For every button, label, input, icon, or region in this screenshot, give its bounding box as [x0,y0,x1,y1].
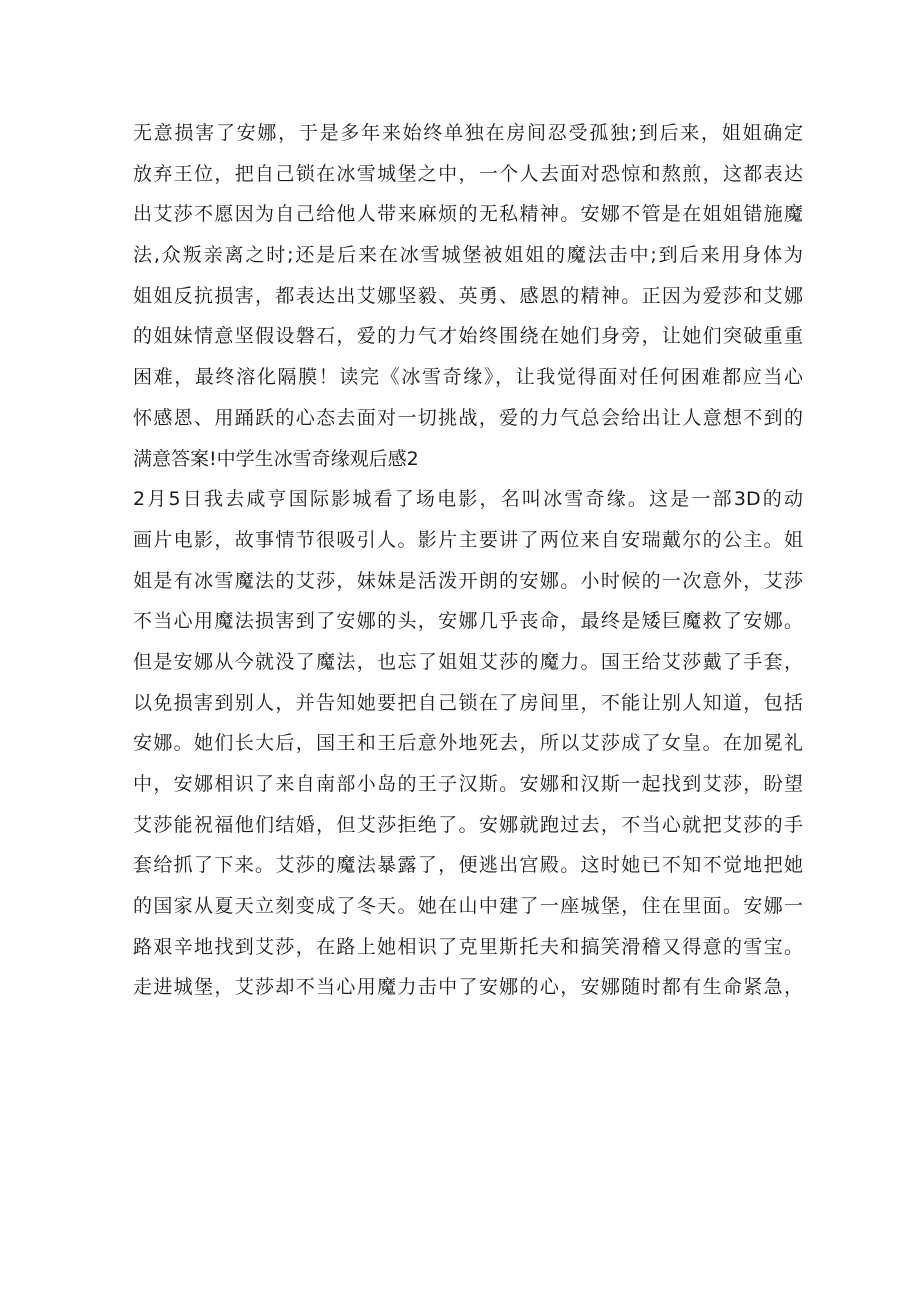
text-line: 怀感恩、用踊跃的心态去面对一切挑战，爱的力气总会给出让人意想不到的 [133,406,803,429]
text-line: 但是安娜从今就没了魔法，也忘了姐姐艾莎的魔力。国王给艾莎戴了手套， [133,650,803,673]
text-line: 以免损害到别人，并告知她要把自己锁在了房间里，不能让别人知道，包括 [133,691,803,714]
text-line: 的国家从夏天立刻变成了冬天。她在山中建了一座城堡，住在里面。安娜一 [133,895,803,918]
text-line: 放弃王位，把自己锁在冰雪城堡之中，一个人去面对恐惊和熬煎，这都表达 [133,162,803,185]
text-line: 路艰辛地找到艾莎，在路上她相识了克里斯托夫和搞笑滑稽又得意的雪宝。 [133,935,803,958]
text-line: 无意损害了安娜，于是多年来始终单独在房间忍受孤独;到后来，姐姐确定 [133,122,803,144]
text-line: 2月5日我去咸亨国际影城看了场电影，名叫冰雪奇缘。这是一部3D的动 [133,488,803,511]
text-line: 不当心用魔法损害到了安娜的头，安娜几乎丧命，最终是矮巨魔救了安娜。 [133,610,803,633]
text-line: 安娜。她们长大后，国王和王后意外地死去，所以艾莎成了女皇。在加冕礼 [133,732,803,755]
text-line: 困难，最终溶化隔膜！读完《冰雪奇缘》，让我觉得面对任何困难都应当心 [133,366,803,389]
text-line: 出艾莎不愿因为自己给他人带来麻烦的无私精神。安娜不管是在姐姐错施魔 [133,203,803,226]
text-line: 姐是有冰雪魔法的艾莎，妹妹是活泼开朗的安娜。小时候的一次意外，艾莎 [133,569,803,592]
text-line: 套给抓了下来。艾莎的魔法暴露了，便逃出宫殿。这时她已不知不觉地把她 [133,854,803,877]
section-heading-line: 满意答案!中学生冰雪奇缘观后感2 [133,447,419,470]
text-line: 的姐妹情意坚假设磐石，爱的力气才始终围绕在她们身旁，让她们突破重重 [133,325,803,348]
text-line: 法,众叛亲离之时;还是后来在冰雪城堡被姐姐的魔法击中;到后来用身体为 [133,244,803,267]
body-text [133,113,803,1008]
text-line: 画片电影，故事情节很吸引人。影片主要讲了两位来自安瑞戴尔的公主。姐 [133,528,803,551]
text-line: 艾莎能祝福他们结婚，但艾莎拒绝了。安娜就跑过去，不当心就把艾莎的手 [133,813,803,836]
text-line: 中，安娜相识了来自南部小岛的王子汉斯。安娜和汉斯一起找到艾莎，盼望 [133,773,803,795]
text-line: 走进城堡，艾莎却不当心用魔力击中了安娜的心，安娜随时都有生命紧急， [133,976,803,999]
text-line: 姐姐反抗损害，都表达出艾娜坚毅、英勇、感恩的精神。正因为爱莎和艾娜 [133,284,803,307]
